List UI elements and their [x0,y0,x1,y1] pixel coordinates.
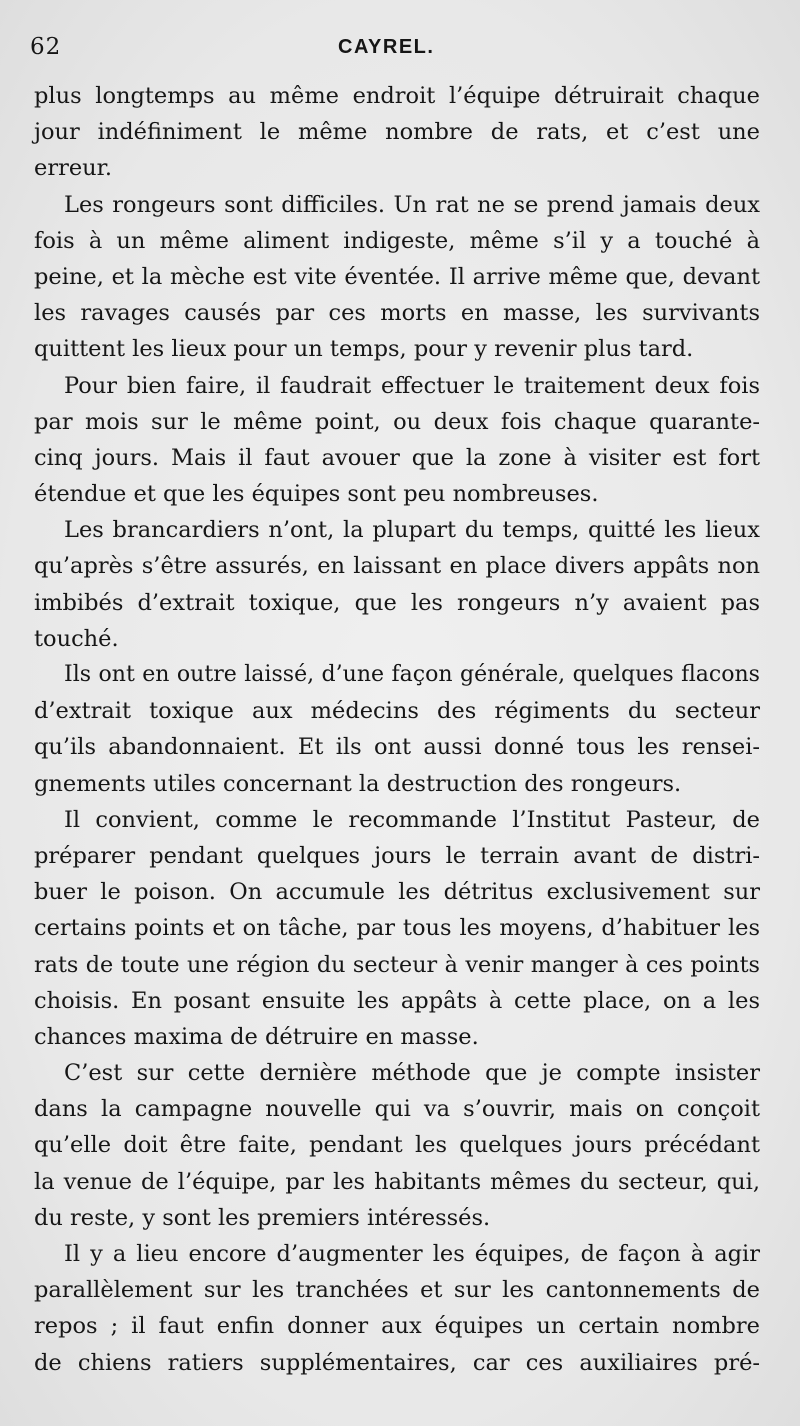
text-line: parallèlement sur les tranchées et sur les cantonnements de [34,1277,760,1304]
running-head [30,34,770,64]
page-number: 62 [30,34,62,60]
text-line: la venue de l’équipe, par les habitants mêmes du secteur, qui, [34,1168,760,1195]
text-line: fois à un même aliment indigeste, même s’il y a touché à [34,227,760,254]
text-line: jour indéfiniment le même nombre de rats, et c’est une [34,119,760,146]
text-line: par mois sur le même point, ou deux fois chaque quarante- [34,408,760,435]
text-line: certains points et on tâche, par tous les moyens, d’habituer les [34,915,760,942]
text-line: Il convient, comme le recommande l’Institut Pasteur, de [64,806,760,833]
text-line: Les brancardiers n’ont, la plupart du temps, quitté les lieux [64,517,760,544]
text-line: gnements utiles concernant la destruction des rongeurs. [34,770,682,797]
text-line: imbibés d’extrait toxique, que les rongeurs n’y avaient pas [34,589,760,616]
text-line: préparer pendant quelques jours le terrain avant de distri- [34,842,760,869]
text-line: qu’ils abandonnaient. Et ils ont aussi donné tous les rensei- [34,734,760,761]
text-line: étendue et que les équipes sont peu nombreuses. [34,481,599,508]
text-line: touché. [34,625,119,652]
text-line: cinq jours. Mais il faut avouer que la zone à visiter est fort [34,444,760,471]
text-line: de chiens ratiers supplémentaires, car ces auxiliaires pré- [34,1349,760,1376]
text-line: erreur. [34,155,113,182]
text-line: chances maxima de détruire en masse. [34,1023,479,1050]
text-line: qu’après s’être assurés, en laissant en place divers appâts non [34,553,760,580]
text-line: qu’elle doit être faite, pendant les quelques jours précédant [34,1132,760,1159]
text-line: plus longtemps au même endroit l’équipe détruirait chaque [34,83,760,109]
text-line: buer le poison. On accumule les détritus exclusivement sur [34,879,760,906]
text-line: Les rongeurs sont difficiles. Un rat ne se prend jamais deux [64,191,760,218]
text-line: Pour bien faire, il faudrait effectuer le traitement deux fois [64,372,760,399]
text-line: C’est sur cette dernière méthode que je compte insister [64,1060,760,1087]
text-line: d’extrait toxique aux médecins des régiments du secteur [34,698,760,725]
text-line: dans la campagne nouvelle qui va s’ouvrir, mais on conçoit [34,1096,760,1123]
text-line: repos ; il faut enfin donner aux équipes un certain nombre [34,1313,760,1340]
text-line: du reste, y sont les premiers intéressés. [34,1204,491,1231]
body-text [34,78,760,1381]
text-line: quittent les lieux pour un temps, pour y revenir plus tard. [34,336,694,363]
running-title: CAYREL. [338,36,435,58]
text-line: peine, et la mèche est vite éventée. Il arrive même que, devant [34,263,760,290]
text-line: choisis. En posant ensuite les appâts à cette place, on a les [34,987,760,1014]
text-line: rats de toute une région du secteur à venir manger à ces points [34,951,760,978]
text-line: Ils ont en outre laissé, d’une façon générale, quelques flacons [64,662,760,687]
text-line: Il y a lieu encore d’augmenter les équipes, de façon à agir [64,1241,760,1267]
text-line: les ravages causés par ces morts en masse, les survivants [34,300,760,327]
